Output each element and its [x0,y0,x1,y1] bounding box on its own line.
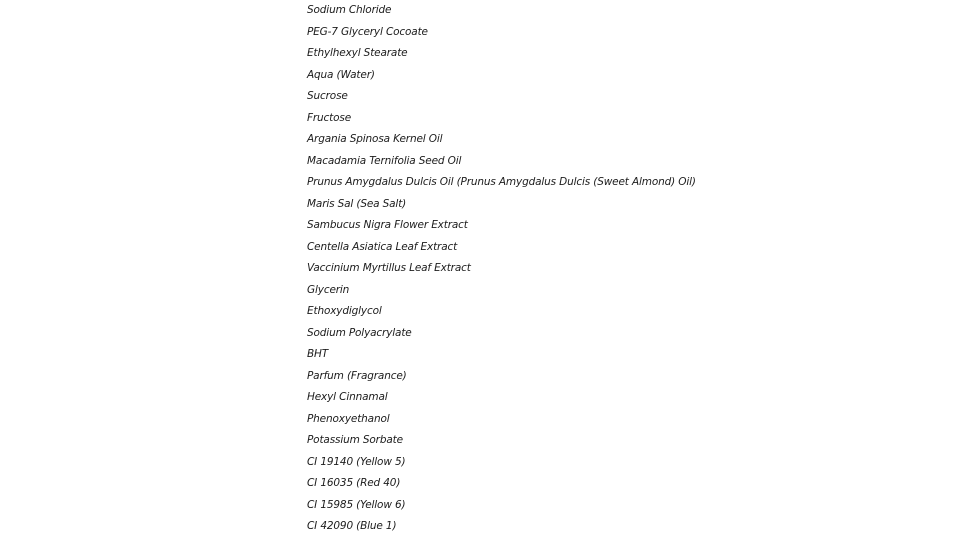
ingredient-item: Ethylhexyl Stearate [307,47,408,59]
ingredient-item: CI 16035 (Red 40) [307,477,401,489]
ingredient-item: CI 19140 (Yellow 5) [307,455,406,468]
ingredient-item: Glycerin [307,283,350,296]
ingredient-item: Vaccinium Myrtillus Leaf Extract [307,262,471,274]
ingredient-item: Sambucus Nigra Flower Extract [307,219,468,231]
ingredient-item: Aqua (Water) [307,68,375,81]
ingredient-item: Macadamia Ternifolia Seed Oil [307,154,462,167]
ingredient-item: PEG-7 Glyceryl Cocoate [307,25,428,38]
ingredient-item: Maris Sal (Sea Salt) [307,197,407,210]
ingredient-item: Fructose [307,111,352,124]
ingredient-item: CI 15985 (Yellow 6) [307,498,406,511]
ingredient-item: Parfum (Fragrance) [307,369,407,382]
ingredient-item: Potassium Sorbate [307,434,403,446]
ingredient-item: Sucrose [307,90,348,102]
ingredient-item: Argania Spinosa Kernel Oil [307,133,443,145]
ingredient-item: Phenoxyethanol [307,412,390,425]
ingredient-item: Sodium Chloride [307,4,392,16]
ingredient-item: BHT [307,348,329,360]
ingredient-item: Sodium Polyacrylate [307,326,412,339]
ingredient-item: Hexyl Cinnamal [307,391,388,403]
ingredient-item: Centella Asiatica Leaf Extract [307,240,458,253]
ingredient-item: CI 42090 (Blue 1) [307,520,397,532]
ingredients-list [307,0,696,538]
ingredient-item: Ethoxydiglycol [307,305,382,317]
ingredient-item: Prunus Amygdalus Dulcis Oil (Prunus Amygdalus Dulcis (Sweet Almond) Oil) [307,176,696,188]
